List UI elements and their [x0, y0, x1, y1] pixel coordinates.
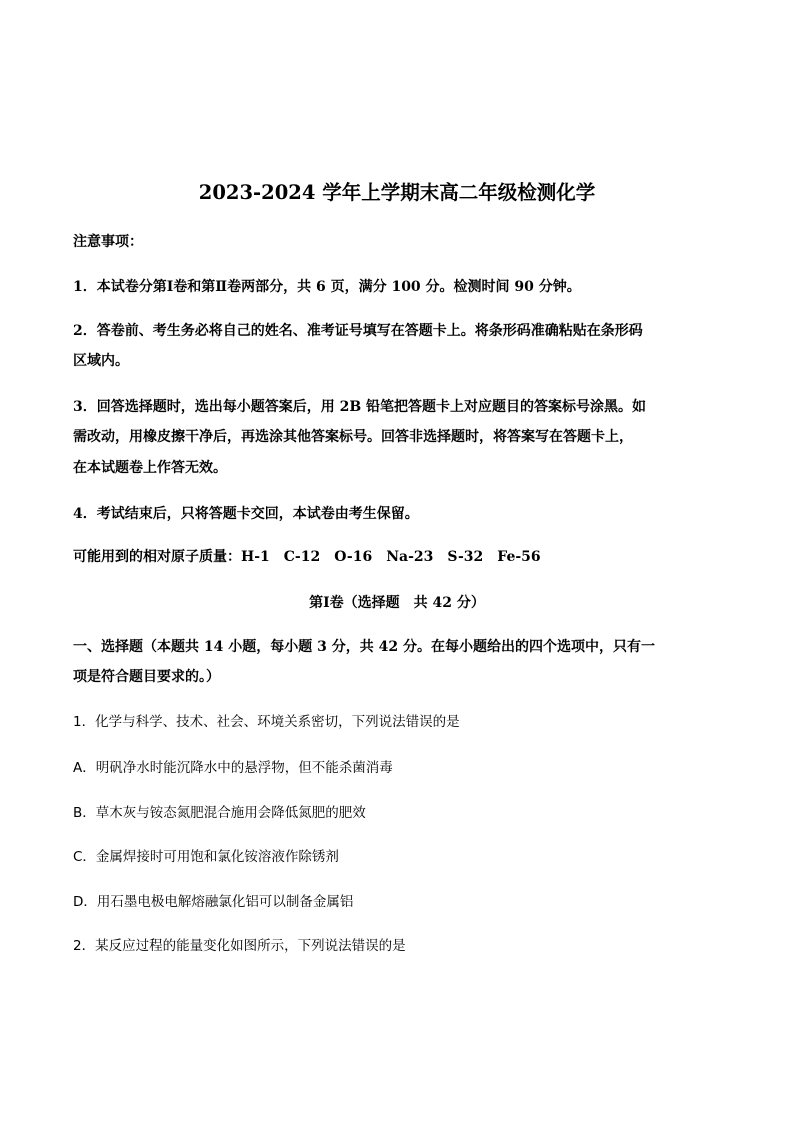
exam-title: 2023-2024 学年上学期末高二年级检测化学	[198, 181, 596, 204]
question-1-stem: 1．化学与科学、技术、社会、环境关系密切，下列说法错误的是	[73, 714, 460, 730]
part-one-instructions-cont: 项是符合题目要求的。）	[73, 669, 220, 685]
question-1-option-d: D．用石墨电极电解熔融氯化铝可以制备金属铝	[73, 894, 354, 910]
notice-item-3: 3．回答选择题时，选出每小题答案后，用 2B 铅笔把答题卡上对应题目的答案标号涂黑。如	[73, 399, 647, 415]
question-1-option-b: B．草木灰与铵态氮肥混合施用会降低氮肥的肥效	[73, 805, 366, 821]
notice-heading: 注意事项：	[73, 234, 143, 250]
notice-item-3-cont2: 在本试题卷上作答无效。	[73, 460, 227, 476]
notice-item-3-cont: 需改动，用橡皮擦干净后，再选涂其他答案标号。回答非选择题时，将答案写在答题卡上，	[73, 429, 633, 445]
notice-item-2: 2．答卷前、考生务必将自己的姓名、准考证号填写在答题卡上。将条形码准确粘贴在条形码	[73, 323, 643, 339]
question-2-stem: 2．某反应过程的能量变化如图所示，下列说法错误的是	[73, 938, 406, 954]
notice-item-1: 1．本试卷分第Ⅰ卷和第Ⅱ卷两部分，共 6 页，满分 100 分。检测时间 90 分钟。	[73, 279, 581, 295]
section-title: 第Ⅰ卷（选择题 共 42 分）	[309, 595, 485, 611]
notice-item-2-cont: 区域内。	[73, 353, 129, 369]
notice-item-4: 4．考试结束后，只将答题卡交回，本试卷由考生保留。	[73, 506, 419, 522]
question-1-option-a: A．明矾净水时能沉降水中的悬浮物，但不能杀菌消毒	[73, 760, 393, 776]
atomic-mass-line: 可能用到的相对原子质量：H-1 C-12 O-16 Na-23 S-32 Fe-56	[73, 549, 541, 565]
question-1-option-c: C．金属焊接时可用饱和氯化铵溶液作除锈剂	[73, 849, 339, 865]
part-one-instructions: 一、选择题（本题共 14 小题，每小题 3 分，共 42 分。在每小题给出的四个选项中，只有一	[73, 639, 655, 655]
